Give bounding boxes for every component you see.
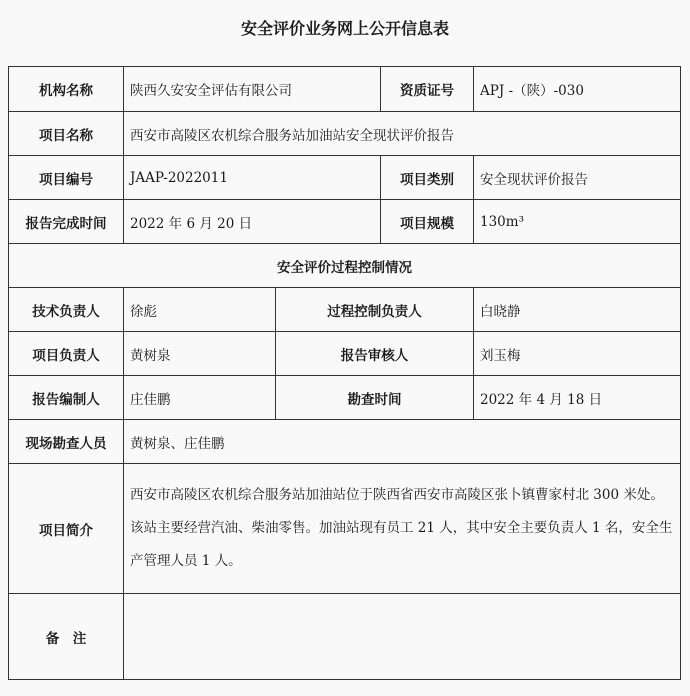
tech-lead-value: 徐彪 — [124, 288, 276, 332]
table-row — [9, 464, 681, 594]
cert-value: APJ -（陕）-030 — [474, 67, 681, 112]
surveyors-label: 现场勘查人员 — [9, 420, 124, 464]
org-label: 机构名称 — [9, 67, 124, 112]
table-row — [9, 420, 681, 464]
author-value: 庄佳鹏 — [124, 376, 276, 420]
section-title: 安全评价过程控制情况 — [9, 244, 681, 288]
project-name-value: 西安市高陵区农机综合服务站加油站安全现状评价报告 — [124, 112, 681, 156]
cert-label: 资质证号 — [381, 67, 474, 112]
project-no-label: 项目编号 — [9, 156, 124, 200]
table-row — [9, 244, 681, 288]
process-ctrl-value: 白晓静 — [474, 288, 681, 332]
table-row — [9, 112, 681, 156]
project-no-value: JAAP-2022011 — [124, 156, 381, 200]
table-row — [9, 200, 681, 244]
project-type-label: 项目类别 — [381, 156, 474, 200]
tech-lead-label: 技术负责人 — [9, 288, 124, 332]
info-table — [8, 66, 681, 680]
table-row — [9, 594, 681, 680]
project-lead-label: 项目负责人 — [9, 332, 124, 376]
project-type-value: 安全现状评价报告 — [474, 156, 681, 200]
completion-label: 报告完成时间 — [9, 200, 124, 244]
page-title: 安全评价业务网上公开信息表 — [240, 19, 449, 38]
table-row — [9, 67, 681, 112]
reviewer-value: 刘玉梅 — [474, 332, 681, 376]
table-row — [9, 376, 681, 420]
project-name-label: 项目名称 — [9, 112, 124, 156]
scale-value: 130m³ — [474, 200, 681, 244]
table-row — [9, 288, 681, 332]
reviewer-label: 报告审核人 — [276, 332, 474, 376]
remarks-value — [124, 594, 681, 680]
org-value: 陕西久安安全评估有限公司 — [124, 67, 381, 112]
summary-label: 项目简介 — [9, 464, 124, 594]
completion-value: 2022 年 6 月 20 日 — [124, 200, 381, 244]
table-row — [9, 156, 681, 200]
scale-label: 项目规模 — [381, 200, 474, 244]
summary-value: 西安市高陵区农机综合服务站加油站位于陕西省西安市高陵区张卜镇曹家村北 300 米处。该站主要经营汽油、柴油零售。加油站现有员工 21 人，其中安全主要负责人 1 名，安全生产管理人员 1 人。 — [124, 464, 681, 594]
author-label: 报告编制人 — [9, 376, 124, 420]
process-ctrl-label: 过程控制负责人 — [276, 288, 474, 332]
remarks-label: 备 注 — [9, 594, 124, 680]
survey-time-value: 2022 年 4 月 18 日 — [474, 376, 681, 420]
survey-time-label: 勘查时间 — [276, 376, 474, 420]
table-row — [9, 332, 681, 376]
surveyors-value: 黄树泉、庄佳鹏 — [124, 420, 681, 464]
project-lead-value: 黄树泉 — [124, 332, 276, 376]
